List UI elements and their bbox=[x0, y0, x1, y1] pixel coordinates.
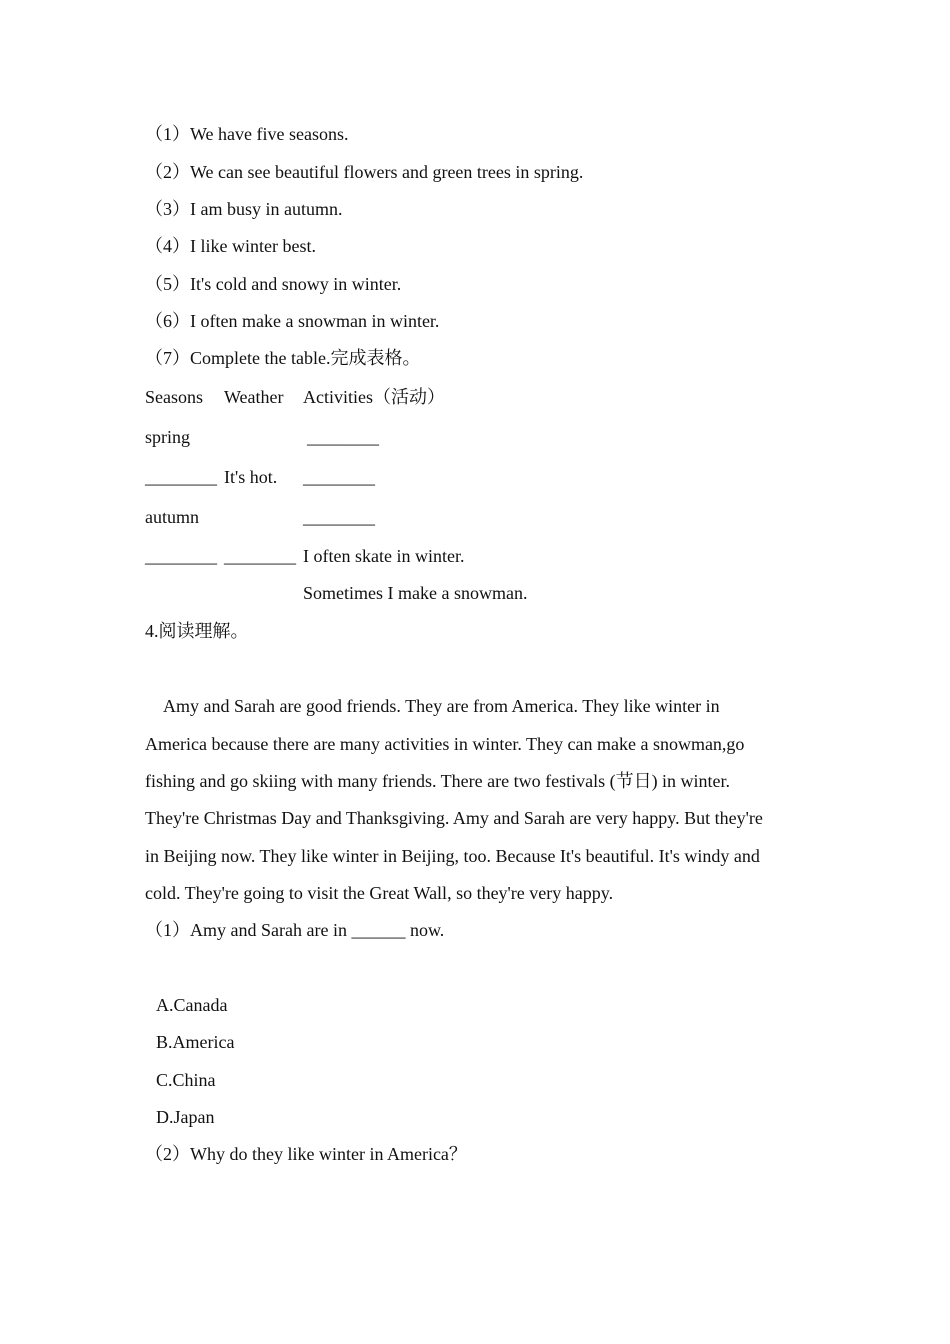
table-blank: ________ bbox=[145, 546, 217, 566]
table-blank: ________ bbox=[303, 467, 375, 487]
table-cell: It's hot. bbox=[224, 467, 278, 487]
passage-line: cold. They're going to visit the Great Wall, so they're very happy. bbox=[145, 883, 614, 903]
section-title: 4.阅读理解。 bbox=[145, 621, 249, 641]
statement-6: （6）I often make a snowman in winter. bbox=[145, 311, 440, 331]
table-blank: ________ bbox=[307, 427, 379, 447]
table-header-seasons: Seasons bbox=[145, 387, 203, 407]
table-header-weather: Weather bbox=[224, 387, 284, 407]
passage-line: America because there are many activities in winter. They can make a snowman,go bbox=[145, 734, 745, 754]
question-1: （1）Amy and Sarah are in ______ now. bbox=[145, 920, 445, 940]
statement-5: （5）It's cold and snowy in winter. bbox=[145, 274, 402, 294]
statement-4: （4）I like winter best. bbox=[145, 236, 316, 256]
passage-line: fishing and go skiing with many friends. There are two festivals (节日) in winter. bbox=[145, 771, 731, 791]
table-cell: Sometimes I make a snowman. bbox=[303, 583, 528, 603]
statement-3: （3）I am busy in autumn. bbox=[145, 199, 343, 219]
passage-line: Amy and Sarah are good friends. They are from America. They like winter in bbox=[163, 696, 720, 716]
table-cell: I often skate in winter. bbox=[303, 546, 465, 566]
option-b: B.America bbox=[156, 1032, 235, 1052]
passage-line: in Beijing now. They like winter in Beijing, too. Because It's beautiful. It's windy and bbox=[145, 846, 760, 866]
table-cell: autumn bbox=[145, 507, 199, 527]
option-a: A.Canada bbox=[156, 995, 228, 1015]
table-header-activities: Activities（活动） bbox=[303, 387, 445, 407]
statement-1: （1）We have five seasons. bbox=[145, 124, 349, 144]
table-blank: ________ bbox=[303, 507, 375, 527]
option-d: D.Japan bbox=[156, 1107, 215, 1127]
statement-2: （2）We can see beautiful flowers and green trees in spring. bbox=[145, 162, 584, 182]
table-blank: ________ bbox=[145, 467, 217, 487]
option-c: C.China bbox=[156, 1070, 216, 1090]
table-cell: spring bbox=[145, 427, 190, 447]
passage-line: They're Christmas Day and Thanksgiving. Amy and Sarah are very happy. But they're bbox=[145, 808, 763, 828]
statement-7: （7）Complete the table.完成表格。 bbox=[145, 348, 421, 368]
question-2: （2）Why do they like winter in America？ bbox=[145, 1144, 467, 1164]
table-blank: ________ bbox=[224, 546, 296, 566]
